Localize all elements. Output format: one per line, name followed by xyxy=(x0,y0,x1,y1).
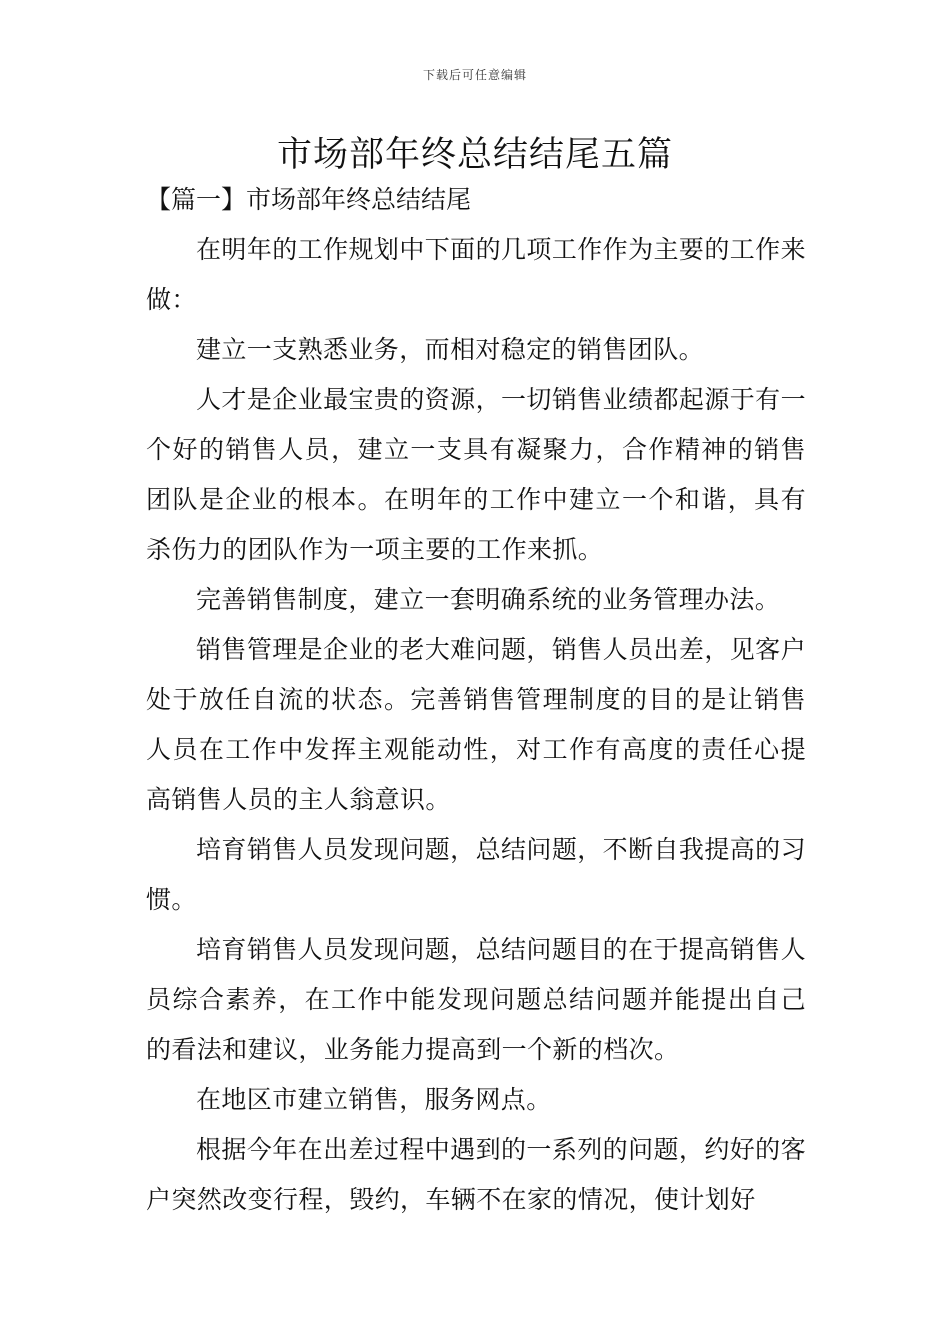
paragraph: 完善销售制度，建立一套明确系统的业务管理办法。 xyxy=(196,585,781,614)
paragraph: 销售管理是企业的老大难问题，销售人员出差，见客户处于放任自流的状态。完善销售管理制度的目的是让销售人员在工作中发挥主观能动性，对工作有高度的责任心提高销售人员的主人翁意识。 xyxy=(146,635,806,814)
paragraph: 在地区市建立销售，服务网点。 xyxy=(196,1085,552,1114)
paragraph: 培育销售人员发现问题，总结问题，不断自我提高的习惯。 xyxy=(146,835,806,914)
paragraph: 根据今年在出差过程中遇到的一系列的问题，约好的客户突然改变行程，毁约，车辆不在家的情况，使计划好 xyxy=(146,1135,806,1214)
paragraph: 在明年的工作规划中下面的几项工作作为主要的工作来做： xyxy=(146,235,806,314)
header-note: 下载后可任意编辑 xyxy=(422,68,527,82)
document-title: 市场部年终总结结尾五篇 xyxy=(276,135,673,175)
paragraph: 培育销售人员发现问题，总结问题目的在于提高销售人员综合素养，在工作中能发现问题总结问题并能提出自己的看法和建议，业务能力提高到一个新的档次。 xyxy=(146,935,806,1064)
paragraph: 人才是企业最宝贵的资源，一切销售业绩都起源于有一个好的销售人员，建立一支具有凝聚力，合作精神的销售团队是企业的根本。在明年的工作中建立一个和谐，具有杀伤力的团队作为一项主要的工作来抓。 xyxy=(146,385,806,564)
paragraph: 建立一支熟悉业务，而相对稳定的销售团队。 xyxy=(196,335,705,364)
section-heading: 【篇一】市场部年终总结结尾 xyxy=(146,185,472,214)
body-text xyxy=(146,225,806,1225)
